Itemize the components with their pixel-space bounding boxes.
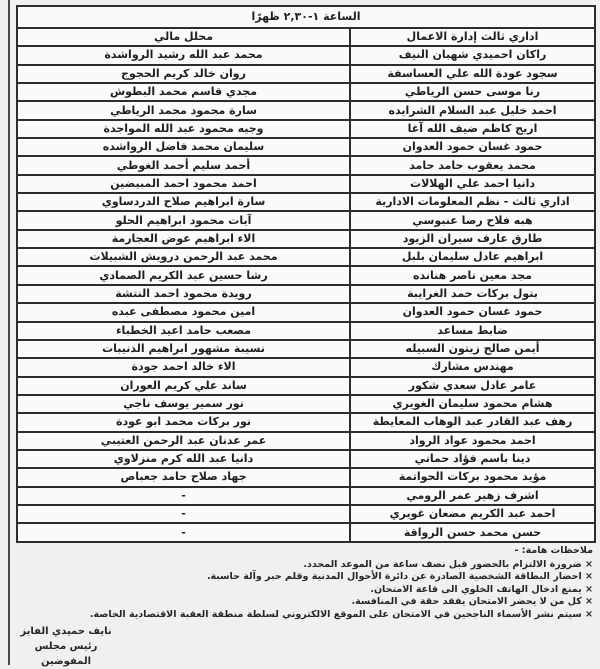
empty-cell: - xyxy=(17,487,350,505)
table-row xyxy=(17,156,595,174)
table-row xyxy=(17,340,595,358)
name-cell: الاء ابراهيم عوض العجارمة xyxy=(17,230,350,248)
name-cell: محمد عبد الله رشيد الرواشدة xyxy=(17,46,350,64)
name-cell: مجد معين ناصر هنانده xyxy=(350,266,595,284)
name-cell: الاء خالد احمد جودة xyxy=(17,358,350,376)
table-row xyxy=(17,487,595,505)
name-cell: ابراهيم عادل سليمان بلبل xyxy=(350,248,595,266)
note-item: × ضرورة الالتزام بالحضور قبل نصف ساعة من الموعد المحدد. xyxy=(303,558,593,570)
name-cell: راكان احميدي شهبان النيف xyxy=(350,46,595,64)
table-row xyxy=(17,65,595,83)
name-cell: حمود غسان حمود العدوان xyxy=(350,138,595,156)
table-row xyxy=(17,358,595,376)
name-cell: نور سمير يوسف ناجي xyxy=(17,395,350,413)
table-row xyxy=(17,101,595,119)
name-cell: دانيا احمد علي الهلالات xyxy=(350,175,595,193)
name-cell: رنا موسى حسن الرياطي xyxy=(350,83,595,101)
name-cell: نور بركات محمد ابو عودة xyxy=(17,413,350,431)
name-cell: أيمن صالح زيتون السبيله xyxy=(350,340,595,358)
name-cell: ساند علي كريم العوران xyxy=(17,377,350,395)
name-cell: دينا باسم فؤاد حماتي xyxy=(350,450,595,468)
name-cell: أحمد سليم أحمد الغوطي xyxy=(17,156,350,174)
name-cell: هبه فلاح رضا عنبوسي xyxy=(350,211,595,229)
name-cell: آيات محمود ابراهيم الحلو xyxy=(17,211,350,229)
table-row xyxy=(17,303,595,321)
name-cell: احمد عبد الكريم مضعان غويري xyxy=(350,505,595,523)
job-title-cell: اداري ثالث إدارة الاعمال xyxy=(350,28,595,46)
name-cell: رشا حسين عبد الكريم الصمادي xyxy=(17,266,350,284)
name-cell: رهف عبد القادر عبد الوهاب المعايطة xyxy=(350,413,595,431)
name-cell: هشام محمود سليمان الغويري xyxy=(350,395,595,413)
table-row xyxy=(17,450,595,468)
important-notes xyxy=(18,545,593,622)
table-row xyxy=(17,505,595,523)
notes-heading: ملاحظات هامة: - xyxy=(514,545,593,556)
name-cell: محمد عبد الرحمن درويش الشبيلات xyxy=(17,248,350,266)
note-item: × احضار البطاقة الشخصية الصادرة عن دائرة الأحوال المدنية وقلم حبر وآلة حاسبة. xyxy=(206,571,593,583)
name-cell: وجيه محمود عبد الله المواجدة xyxy=(17,120,350,138)
name-cell: سارة ابراهيم صلاح الدردساوي xyxy=(17,193,350,211)
job-title-cell: مهندس مشارك xyxy=(350,358,595,376)
table-row xyxy=(17,248,595,266)
name-cell: رويدة محمود احمد النتشة xyxy=(17,285,350,303)
name-cell: اريج كاظم ضيف الله آغا xyxy=(350,120,595,138)
signature-block xyxy=(14,624,118,669)
name-cell: احمد محمود عواد الرواد xyxy=(350,432,595,450)
name-cell: عامر عادل سعدي شكور xyxy=(350,377,595,395)
name-cell: احمد محمود احمد المبيضين xyxy=(17,175,350,193)
note-item: × كل من لا يحضر الامتحان يفقد حقة في المنافسة. xyxy=(351,596,593,608)
name-cell: نسيبة مشهور ابراهيم الذنيبات xyxy=(17,340,350,358)
table-row xyxy=(17,83,595,101)
table-row xyxy=(17,468,595,486)
schedule-time-title: الساعة ١-٢,٣٠ ظهرًا xyxy=(17,6,595,28)
table-row xyxy=(17,523,595,542)
name-cell: عمر عدنان عبد الرحمن العتيبي xyxy=(17,432,350,450)
name-cell: امين محمود مصطفى عبده xyxy=(17,303,350,321)
name-cell: مصعب حامد اعيد الخطباء xyxy=(17,322,350,340)
name-cell: جهاد صلاح حامد جعباص xyxy=(17,468,350,486)
name-cell: اشرف زهير عمر الرومي xyxy=(350,487,595,505)
table-title-row xyxy=(17,6,595,28)
table-row xyxy=(17,175,595,193)
page-left-margin-line xyxy=(8,0,10,665)
note-item: × سيتم نشر الأسماء الناجحين في الامتحان على الموقع الالكتروني لسلطة منطقة العقبة الاقتصادية الخاصة. xyxy=(89,608,593,620)
name-cell: محمد يعقوب حامد حامد xyxy=(350,156,595,174)
note-item: × يمنع ادخال الهاتف الخلوي الى قاعة الامتحان. xyxy=(370,583,593,595)
job-title-cell: ضابط مساعد xyxy=(350,322,595,340)
name-cell: بتول بركات حمد الغرايبة xyxy=(350,285,595,303)
table-row xyxy=(17,211,595,229)
empty-cell: - xyxy=(17,505,350,523)
table-row xyxy=(17,46,595,64)
name-cell: مؤيد محمود بركات الحواتمة xyxy=(350,468,595,486)
name-cell: سارة محمود محمد الرياطي xyxy=(17,101,350,119)
name-cell: سليمان محمد فاضل الرواشده xyxy=(17,138,350,156)
table-row xyxy=(17,432,595,450)
name-cell: احمد خليل عبد السلام الشرايده xyxy=(350,101,595,119)
table-row xyxy=(17,413,595,431)
name-cell: طارق عارف سيران الزيود xyxy=(350,230,595,248)
table-row xyxy=(17,377,595,395)
name-cell: حمود غسان حمود العدوان xyxy=(350,303,595,321)
name-cell: دانيا عبد الله كرم منزلاوي xyxy=(17,450,350,468)
name-cell: روان خالد كريم الحجوج xyxy=(17,65,350,83)
table-row xyxy=(17,138,595,156)
table-row xyxy=(17,266,595,284)
signature-title: رئيس مجلس المفوضين xyxy=(34,641,98,667)
name-cell: حسن محمد حسن الرواقة xyxy=(350,523,595,542)
table-row xyxy=(17,28,595,46)
empty-cell: - xyxy=(17,523,350,542)
job-title-cell: محلل مالي xyxy=(17,28,350,46)
table-row xyxy=(17,322,595,340)
job-title-cell: اداري ثالث - نظم المعلومات الادارية xyxy=(350,193,595,211)
table-row xyxy=(17,285,595,303)
table-row xyxy=(17,395,595,413)
exam-schedule-table xyxy=(16,5,596,543)
table-row xyxy=(17,120,595,138)
name-cell: سجود عودة الله علي العساسفة xyxy=(350,65,595,83)
signature-name: نايف حميدي الفايز xyxy=(20,626,112,637)
table-row xyxy=(17,193,595,211)
table-row xyxy=(17,230,595,248)
name-cell: مجدي قاسم محمد البطوش xyxy=(17,83,350,101)
